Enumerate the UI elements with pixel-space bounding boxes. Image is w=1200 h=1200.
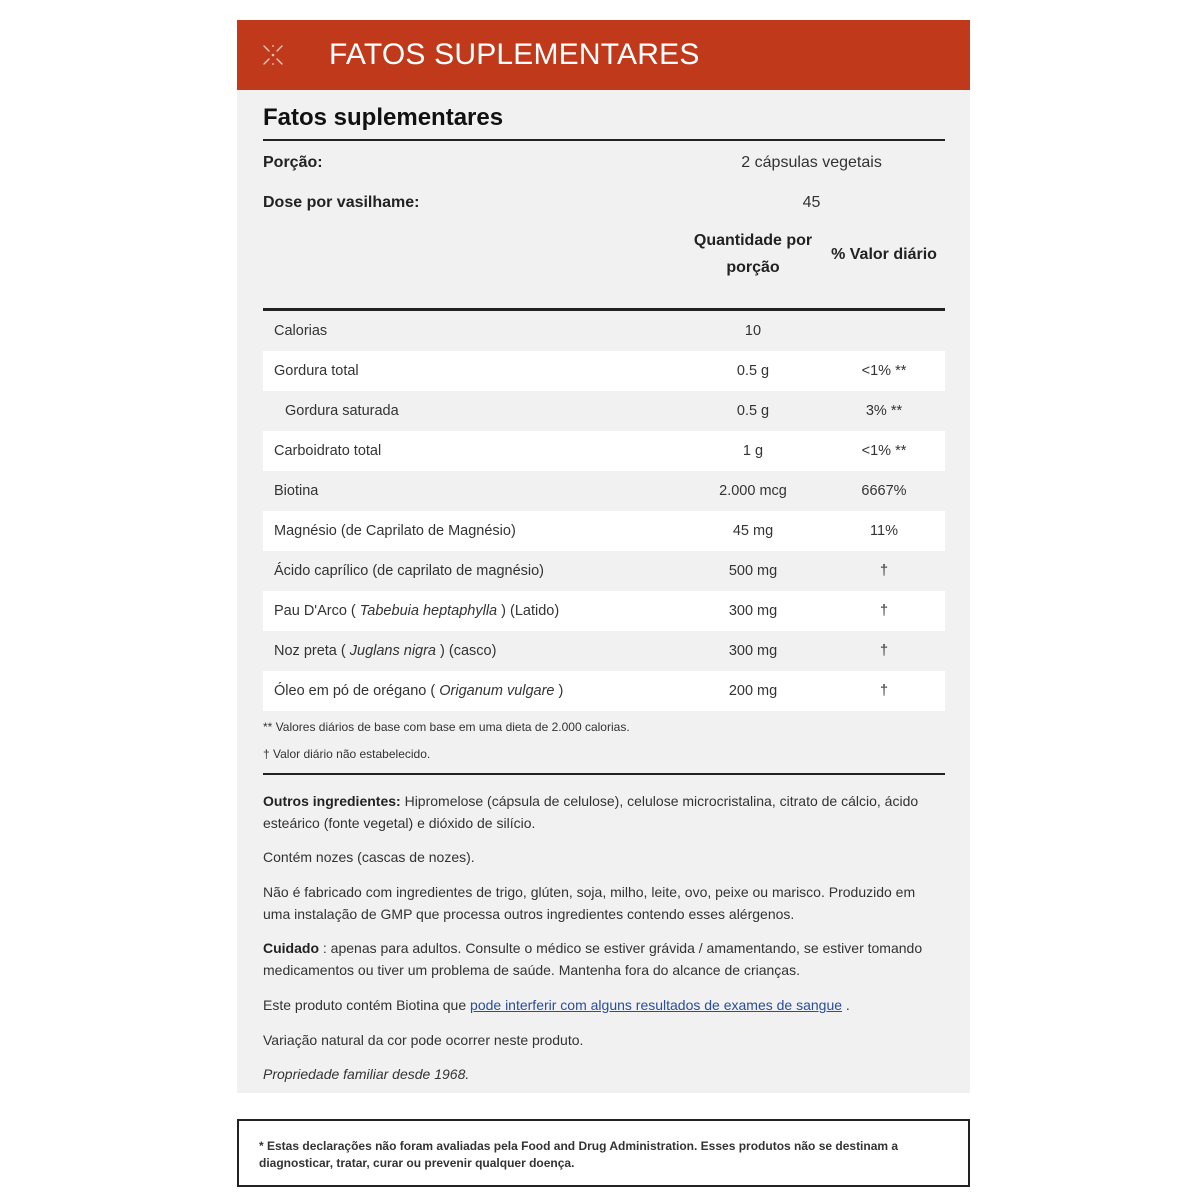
nutrient-amount: 300 mg xyxy=(728,603,778,619)
banner xyxy=(237,20,970,90)
nutrient-name: Biotina xyxy=(274,483,319,499)
supplement-facts-panel xyxy=(237,20,970,1093)
nutrient-name: Pau D'Arco ( Tabebuia heptaphylla ) (Latido) xyxy=(274,603,560,619)
sparkle-x-icon xyxy=(261,43,285,67)
nutrient-dv: 6667% xyxy=(861,483,907,499)
color-variation-note: Variação natural da cor pode ocorrer neste produto. xyxy=(263,1032,584,1048)
nutrient-dv: 3% ** xyxy=(865,403,903,419)
other-ingredients-text: Hipromelose (cápsula de celulose), celulose microcristalina, citrato de cálcio, ácido esteárico (fonte vegetal) e dióxido de silício. xyxy=(263,793,919,831)
footnote-daily-values: ** Valores diários de base com base em uma dieta de 2.000 calorias. xyxy=(263,720,630,734)
servings-per-container-row xyxy=(263,188,945,218)
allergen-statement: Não é fabricado com ingredientes de trigo, glúten, soja, milho, leite, ovo, peixe ou marisco. Produzido em uma instalação de GMP que processa outros ingredientes contendo esses alérgenos. xyxy=(263,884,916,922)
nutrient-dv: † xyxy=(879,683,889,699)
table-row xyxy=(263,591,945,631)
nutrient-amount: 2.000 mcg xyxy=(719,483,787,499)
footnote-not-established: † Valor diário não estabelecido. xyxy=(263,747,431,761)
nutrient-amount: 10 xyxy=(744,323,762,339)
nutrient-name: Gordura saturada xyxy=(285,403,399,419)
nutrient-dv: † xyxy=(879,643,889,659)
nutrient-name: Óleo em pó de orégano ( Origanum vulgare ) xyxy=(274,683,564,699)
nutrient-dv: † xyxy=(879,603,889,619)
nutrient-amount: 300 mg xyxy=(728,643,778,659)
servings-value: 45 xyxy=(802,194,821,211)
biotin-statement: Este produto contém Biotina que pode interferir com alguns resultados de exames de sangue . xyxy=(263,997,850,1013)
nutrient-amount: 0.5 g xyxy=(736,403,770,419)
nutrient-dv: <1% ** xyxy=(861,443,907,459)
serving-row xyxy=(263,148,945,178)
caution-statement xyxy=(263,937,945,981)
footnote-divider xyxy=(263,773,945,775)
fda-disclaimer: * Estas declarações não foram avaliadas pela Food and Drug Administration. Esses produtos não se destinam a diagnosticar, tratar, curar ou prevenir qualquer doença. xyxy=(237,1119,970,1187)
column-header-amount xyxy=(683,227,823,281)
family-owned-note: Propriedade familiar desde 1968. xyxy=(263,1066,470,1082)
other-ingredients-label: Outros ingredientes: xyxy=(263,793,401,809)
nutrient-name: Noz preta ( Juglans nigra ) (casco) xyxy=(274,643,497,659)
nutrient-amount: 0.5 g xyxy=(736,363,770,379)
nutrient-amount: 45 mg xyxy=(732,523,774,539)
title-divider xyxy=(263,139,945,141)
table-row xyxy=(263,551,945,591)
table-row xyxy=(263,311,945,351)
nutrient-amount: 200 mg xyxy=(728,683,778,699)
nutrient-name: Carboidrato total xyxy=(274,443,382,459)
table-row xyxy=(263,351,945,391)
nutrient-name: Calorias xyxy=(274,323,328,339)
column-header-dv: % Valor diário xyxy=(831,246,937,263)
table-row xyxy=(263,671,945,711)
amount-header-line1: Quantidade por xyxy=(693,232,813,249)
biotin-blood-test-link[interactable]: pode interferir com alguns resultados de exames de sangue xyxy=(470,997,843,1013)
caution-label: Cuidado xyxy=(263,940,319,956)
nutrient-dv: <1% ** xyxy=(861,363,907,379)
nutrient-name: Gordura total xyxy=(274,363,359,379)
nuts-warning: Contém nozes (cascas de nozes). xyxy=(263,849,475,865)
table-row xyxy=(263,431,945,471)
table-row xyxy=(263,511,945,551)
table-row xyxy=(263,391,945,431)
nutrient-amount: 1 g xyxy=(742,443,764,459)
nutrient-table xyxy=(263,311,945,711)
table-row xyxy=(263,631,945,671)
table-row xyxy=(263,471,945,511)
banner-title: FATOS SUPLEMENTARES xyxy=(329,38,700,71)
nutrient-dv: 11% xyxy=(870,523,898,539)
nutrient-name: Ácido caprílico (de caprilato de magnésio) xyxy=(274,563,544,579)
caution-text: : apenas para adultos. Consulte o médico se estiver grávida / amamentando, se estiver tomando medicamentos ou tiver um problema de saúde. Mantenha fora do alcance de crianças. xyxy=(263,940,923,978)
other-ingredients xyxy=(263,790,945,834)
serving-label: Porção: xyxy=(263,154,323,171)
amount-header-line2: porção xyxy=(726,259,780,276)
facts-title: Fatos suplementares xyxy=(263,104,504,131)
servings-label: Dose por vasilhame: xyxy=(263,194,420,211)
serving-value: 2 cápsulas vegetais xyxy=(741,154,882,171)
nutrient-amount: 500 mg xyxy=(728,563,778,579)
nutrient-dv: † xyxy=(879,563,889,579)
nutrient-name: Magnésio (de Caprilato de Magnésio) xyxy=(274,523,516,539)
